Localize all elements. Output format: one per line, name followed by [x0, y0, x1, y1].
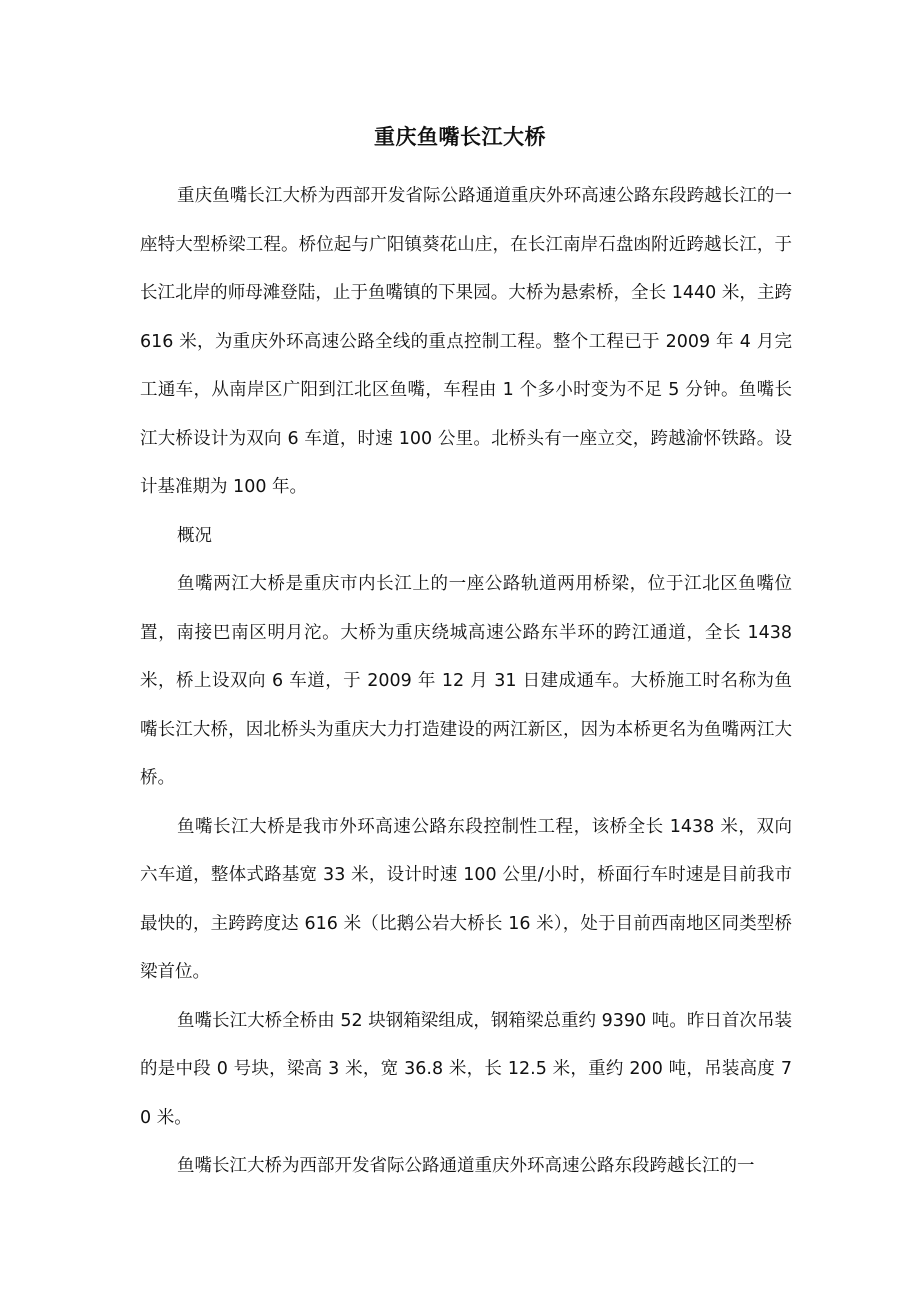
section-heading-overview: 概况 — [177, 525, 212, 546]
paragraph-continued: 鱼嘴长江大桥为西部开发省际公路通道重庆外环高速公路东段跨越长江的一 — [177, 1156, 755, 1176]
paragraph-specs: 鱼嘴长江大桥是我市外环高速公路东段控制性工程，该桥全长 1438 米，双向六车道，整体式路基宽 33 米，设计时速 100 公里/小时，桥面行车时速是目前我市最快的，主跨跨度达 616 米（比鹅公岩大桥长 16 米），处于目前西南地区同类型桥梁首位。 — [140, 816, 792, 982]
document-title: 重庆鱼嘴长江大桥 — [374, 125, 546, 149]
paragraph-overview: 鱼嘴两江大桥是重庆市内长江上的一座公路轨道两用桥梁，位于江北区鱼嘴位置，南接巴南区明月沱。大桥为重庆绕城高速公路东半环的跨江通道，全长 1438 米，桥上设双向 6 车道，于 2009 年 12 月 31 日建成通车。大桥施工时名称为鱼嘴长江大桥，因北桥头为重庆大力打造建设的两江新区，因为本桥更名为鱼嘴两江大桥。 — [140, 574, 792, 788]
document-body — [140, 172, 792, 1191]
paragraph-intro: 重庆鱼嘴长江大桥为西部开发省际公路通道重庆外环高速公路东段跨越长江的一座特大型桥梁工程。桥位起与广阳镇葵花山庄，在长江南岸石盘凼附近跨越长江，于长江北岸的师母滩登陆，止于鱼嘴镇的下果园。大桥为悬索桥，全长 1440 米，主跨 616 米，为重庆外环高速公路全线的重点控制工程。整个工程已于 2009 年 4 月完工通车，从南岸区广阳到江北区鱼嘴，车程由 1 个多小时变为不足 5 分钟。鱼嘴长江大桥设计为双向 6 车道，时速 100 公里。北桥头有一座立交，跨越渝怀铁路。设计基准期为 100 年。 — [140, 186, 792, 497]
paragraph-steel-girders: 鱼嘴长江大桥全桥由 52 块钢箱梁组成，钢箱梁总重约 9390 吨。昨日首次吊装的是中段 0 号块，梁高 3 米，宽 36.8 米，长 12.5 米，重约 200 吨，吊装高度 70 米。 — [140, 1010, 792, 1128]
